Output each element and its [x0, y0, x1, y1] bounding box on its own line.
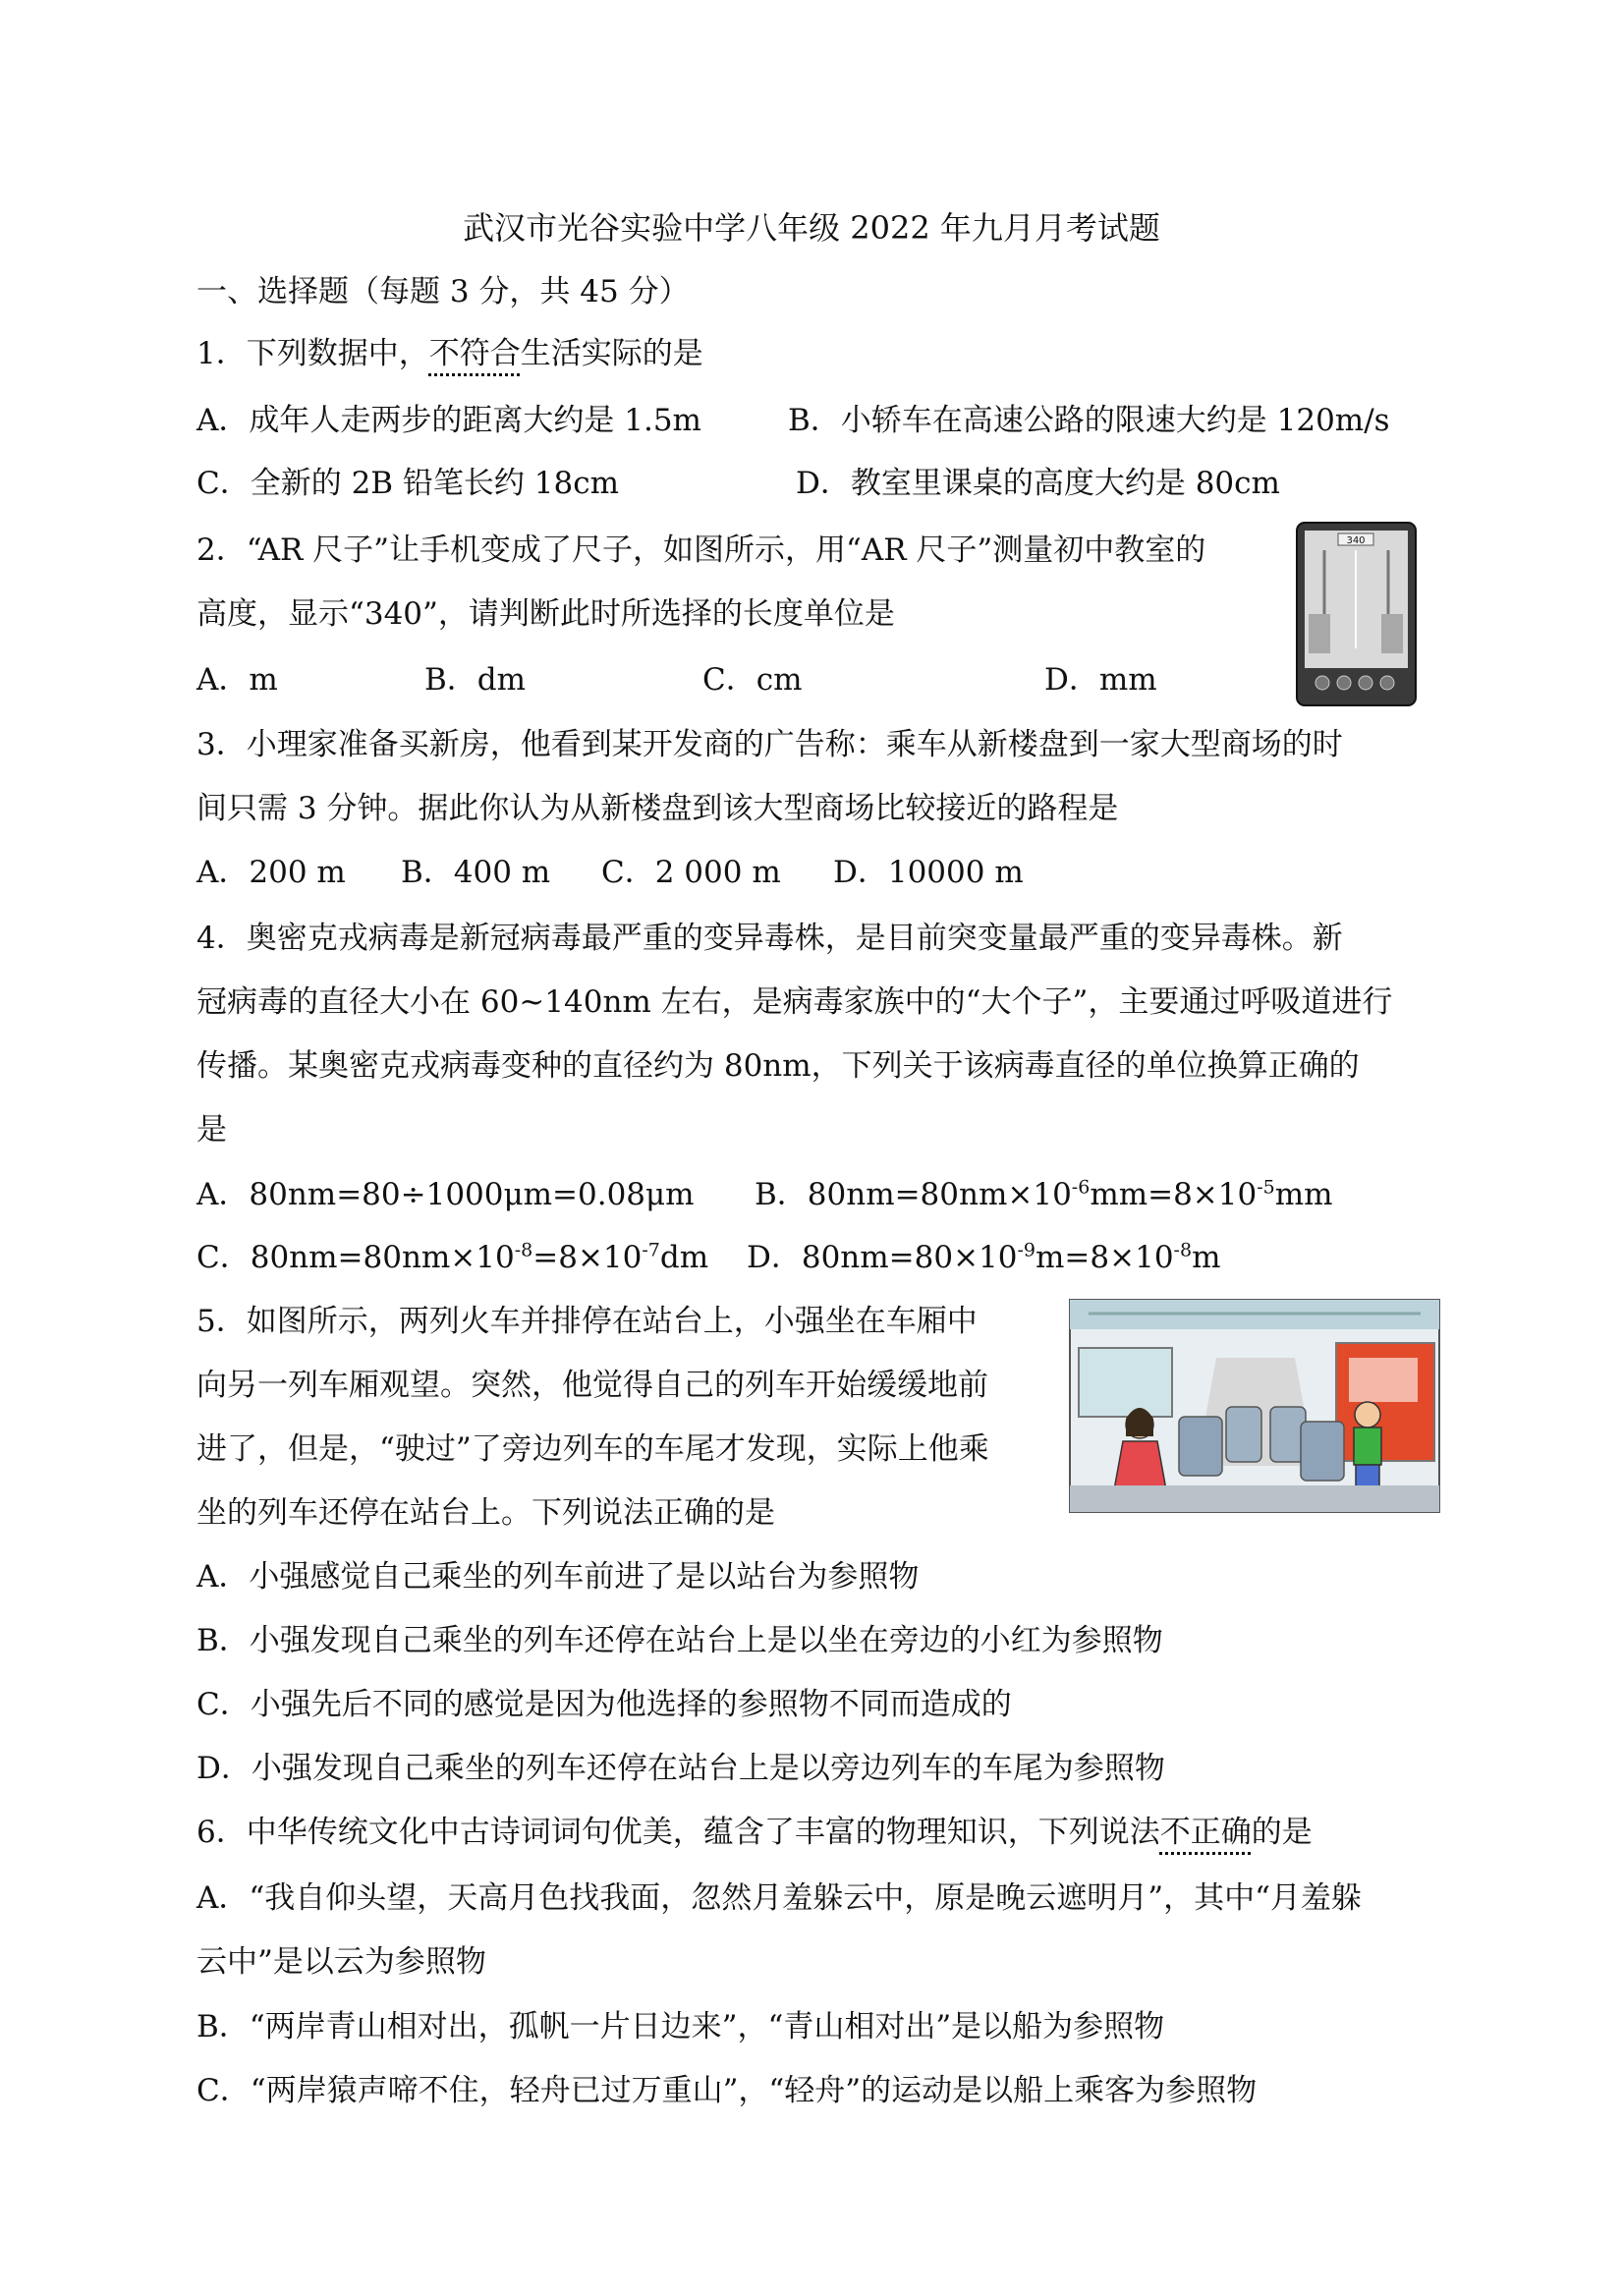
ar-ruler-reading: 340	[1346, 535, 1366, 546]
question-4-line-4: 是	[196, 1112, 227, 1148]
question-4-line-1: 4．奥密克戎病毒是新冠病毒最严重的变异毒株，是目前突变量最严重的变异毒株。新	[196, 921, 1343, 956]
question-2-line-2: 高度，显示“340”，请判断此时所选择的长度单位是	[196, 596, 895, 632]
question-6-emphasis: 不正确	[1159, 1815, 1252, 1850]
question-2-line-1: 2．“AR 尺子”让手机变成了尺子，如图所示，用“AR 尺子”测量初中教室的	[196, 532, 1206, 568]
question-3-option-d: D．10000 m	[833, 855, 1024, 890]
question-4-line-2: 冠病毒的直径大小在 60~140nm 左右，是病毒家族中的“大个子”，主要通过呼吸道进行	[196, 984, 1393, 1020]
question-6-option-a-line-2: 云中”是以云为参照物	[196, 1944, 486, 1980]
question-4-option-d: D．$80nm=80\times 10^{-9}m=8\times 10^{-8}m$	[747, 1239, 1221, 1275]
question-1-option-b: B．小轿车在高速公路的限速大约是 120m/s	[788, 403, 1390, 438]
question-1-stem-end: 生活实际的是	[520, 336, 703, 371]
question-4-line-3: 传播。某奥密克戎病毒变种的直径约为 80nm，下列关于该病毒直径的单位换算正确的	[196, 1048, 1360, 1084]
ar-ruler-phone-figure	[1295, 521, 1418, 707]
question-1-option-c: C．全新的 2B 铅笔长约 18cm	[196, 466, 619, 501]
question-1-option-d: D．教室里课桌的高度大约是 80cm	[796, 466, 1280, 501]
question-6-stem	[196, 1813, 1313, 1852]
question-6-stem-end: 的是	[1251, 1815, 1313, 1850]
question-6-option-c: C．“两岸猿声啼不住，轻舟已过万重山”，“轻舟”的运动是以船上乘客为参照物	[196, 2073, 1258, 2108]
question-3-option-c: C．2 000 m	[601, 855, 781, 890]
question-5-option-d: D．小强发现自己乘坐的列车还停在站台上是以旁边列车的车尾为参照物	[196, 1751, 1165, 1786]
question-2-option-a: A．m	[196, 662, 278, 698]
question-6-option-a-line-1: A．“我自仰头望，天高月色找我面，忽然月羞躲云中，原是晚云遮明月”，其中“月羞躲	[196, 1880, 1362, 1916]
question-3-line-1: 3．小理家准备买新房，他看到某开发商的广告称：乘车从新楼盘到一家大型商场的时	[196, 727, 1343, 762]
question-4-option-c: C．$80nm=80nm\times 10^{-8}=8\times 10^{-7}dm$	[196, 1239, 709, 1275]
question-2-option-d: D．mm	[1044, 662, 1157, 698]
question-4-option-b: B．$80nm=80nm\times 10^{-6}mm=8\times 10^{-5}mm$	[755, 1176, 1333, 1212]
question-3-option-a: A．200 m	[196, 855, 346, 890]
question-5-line-2: 向另一列车厢观望。突然，他觉得自己的列车开始缓缓地前	[196, 1368, 988, 1403]
question-2-option-c: C．cm	[702, 662, 803, 698]
page-title: 武汉市光谷实验中学八年级 2022 年九月月考试题	[463, 209, 1160, 247]
question-3-option-b: B．400 m	[401, 855, 551, 890]
question-5-line-3: 进了，但是，“驶过”了旁边列车的车尾才发现，实际上他乘	[196, 1431, 989, 1467]
question-3-line-2: 间只需 3 分钟。据此你认为从新楼盘到该大型商场比较接近的路程是	[196, 791, 1119, 826]
question-6-stem-start: 6．中华传统文化中古诗词词句优美，蕴含了丰富的物理知识，下列说法	[196, 1815, 1160, 1850]
question-5-line-1: 5．如图所示，两列火车并排停在站台上，小强坐在车厢中	[196, 1304, 978, 1339]
question-6-option-b: B．“两岸青山相对出，孤帆一片日边来”，“青山相对出”是以船为参照物	[196, 2009, 1165, 2044]
question-4-option-a: A．80nm=80÷1000μm=0.08μm	[196, 1177, 695, 1212]
question-1-stem	[196, 334, 703, 373]
question-1-stem-start: 1．下列数据中，	[196, 336, 429, 371]
question-5-line-4: 坐的列车还停在站台上。下列说法正确的是	[196, 1495, 775, 1531]
question-2-option-b: B．dm	[424, 662, 527, 698]
question-5-option-b: B．小强发现自己乘坐的列车还停在站台上是以坐在旁边的小红为参照物	[196, 1623, 1163, 1658]
question-1-option-a: A．成年人走两步的距离大约是 1.5m	[196, 403, 701, 438]
question-5-option-c: C．小强先后不同的感觉是因为他选择的参照物不同而造成的	[196, 1687, 1012, 1722]
question-1-emphasis: 不符合	[428, 336, 521, 371]
section-heading: 一、选择题（每题 3 分，共 45 分）	[196, 274, 690, 309]
train-carriage-figure	[1069, 1299, 1440, 1513]
question-5-option-a: A．小强感觉自己乘坐的列车前进了是以站台为参照物	[196, 1559, 920, 1595]
